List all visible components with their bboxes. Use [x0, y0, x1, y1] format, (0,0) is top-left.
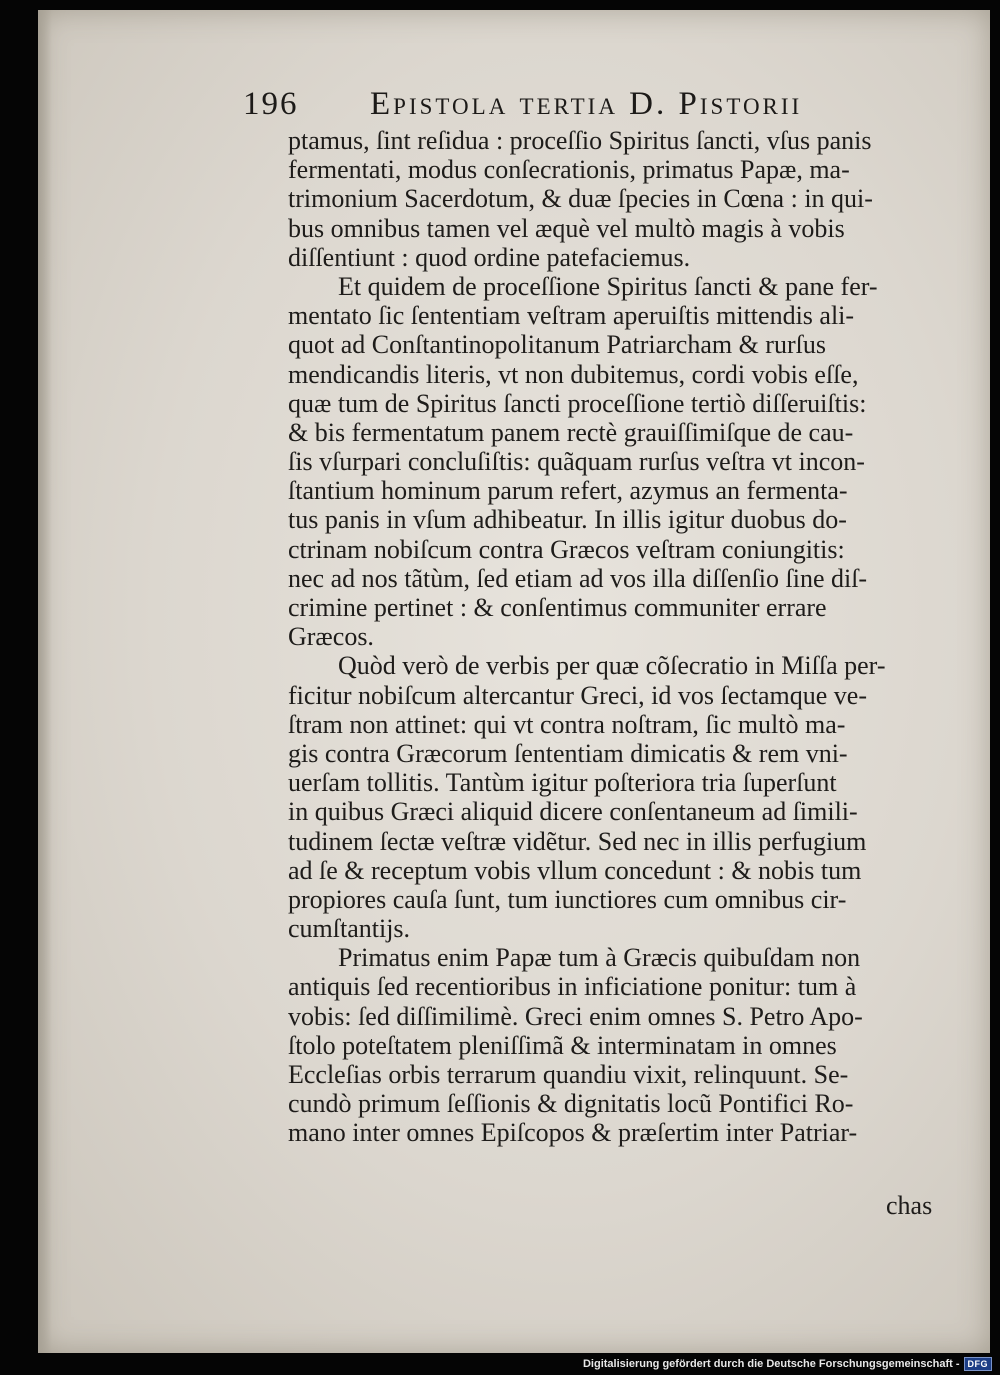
text-line: tus panis in vſum adhibeatur. In illis igitur duobus do-	[288, 505, 847, 535]
book-page	[38, 10, 990, 1353]
text-line: ptamus, ſint reſidua : proceſſio Spiritus ſancti, vſus panis	[288, 126, 872, 155]
text-line: in quibus Græci aliquid dicere conſentaneum ad ſimili-	[288, 797, 858, 827]
text-line: crimine pertinet : & conſentimus communiter errare	[288, 593, 827, 622]
text-line: antiquis ſed recentioribus in inficiatione ponitur: tum à	[288, 972, 857, 1002]
credit-text: Digitalisierung gefördert durch die Deutsche Forschungsgemeinschaft -	[582, 1358, 960, 1370]
text-line: cumſtantijs.	[288, 914, 411, 944]
text-line: diſſentiunt : quod ordine patefaciemus.	[288, 242, 691, 272]
text-line: ſis vſurpari concluſiſtis: quãquam rurſus veſtra vt incon-	[288, 447, 865, 477]
text-line: ſtolo poteſtatem pleniſſimã & interminatam in omnes	[288, 1030, 837, 1060]
text-line: fermentati, modus conſecrationis, primatus Papæ, ma-	[288, 155, 850, 185]
text-line: tudinem ſectæ veſtræ vidẽtur. Sed nec in illis perfugium	[288, 826, 867, 856]
text-line: bus omnibus tamen vel æquè vel multò magis à vobis	[288, 213, 845, 243]
text-line: propiores cauſa ſunt, tum iunctiores cum omnibus cir-	[288, 884, 847, 914]
text-line: & bis fermentatum panem rectè grauiſſimiſque de cau-	[288, 417, 854, 447]
text-line: mendicandis literis, vt non dubitemus, cordi vobis eſſe,	[288, 359, 859, 389]
text-line: ctrinam nobiſcum contra Græcos veſtram coniungitis:	[288, 534, 845, 564]
text-line: uerſam tollitis. Tantùm igitur poſteriora tria ſuperſunt	[288, 768, 837, 798]
text-line: cundò primum ſeſſionis & dignitatis locũ Pontifici Ro-	[288, 1089, 854, 1119]
text-line: ſtantium hominum parum refert, azymus an fermenta-	[288, 476, 848, 506]
text-line: quæ tum de Spiritus ſancti proceſſione tertiò diſſeruiſtis:	[288, 388, 867, 418]
catchword: chas	[886, 1191, 933, 1220]
text-line: mano inter omnes Epiſcopos & præſertim inter Patriar-	[288, 1118, 858, 1148]
text-line: vobis: ſed diſſimilimè. Greci enim omnes S. Petro Apo-	[288, 1001, 863, 1031]
text-line: Eccleſias orbis terrarum quandiu vixit, relinquunt. Se-	[288, 1060, 849, 1089]
text-line: ficitur nobiſcum altercantur Greci, id vos ſectamque ve-	[288, 680, 867, 710]
running-header	[243, 86, 903, 126]
running-title: Epistola tertia D. Pistorii	[370, 86, 803, 122]
text-line: nec ad nos tãtùm, ſed etiam ad vos illa diſſenſio ſine diſ-	[288, 563, 868, 593]
text-line: ſtram non attinet: qui vt contra noſtram, ſic multò ma-	[288, 709, 846, 739]
text-line: mentato ſic ſententiam veſtram aperuiſtis mittendis ali-	[288, 301, 855, 331]
text-line: Et quidem de proceſſione Spiritus ſancti & pane fer-	[338, 271, 878, 301]
text-line: gis contra Græcorum ſententiam dimicatis & rem vni-	[288, 738, 848, 768]
text-line: Quòd verò de verbis per quæ cõſecratio in Miſſa per-	[338, 651, 886, 681]
body-text	[288, 126, 978, 1148]
page-number: 196	[243, 86, 299, 122]
digitization-credit	[583, 1355, 992, 1373]
text-line: Primatus enim Papæ tum à Græcis quibuſdam non	[338, 943, 861, 973]
text-line: Græcos.	[288, 622, 374, 652]
text-line: quot ad Conſtantinopolitanum Patriarcham & rurſus	[288, 330, 826, 360]
text-line: ad ſe & receptum vobis vllum concedunt : & nobis tum	[288, 855, 862, 885]
dfg-logo: DFG	[964, 1357, 993, 1371]
text-line: trimonium Sacerdotum, & duæ ſpecies in Cœna : in qui-	[288, 184, 873, 214]
